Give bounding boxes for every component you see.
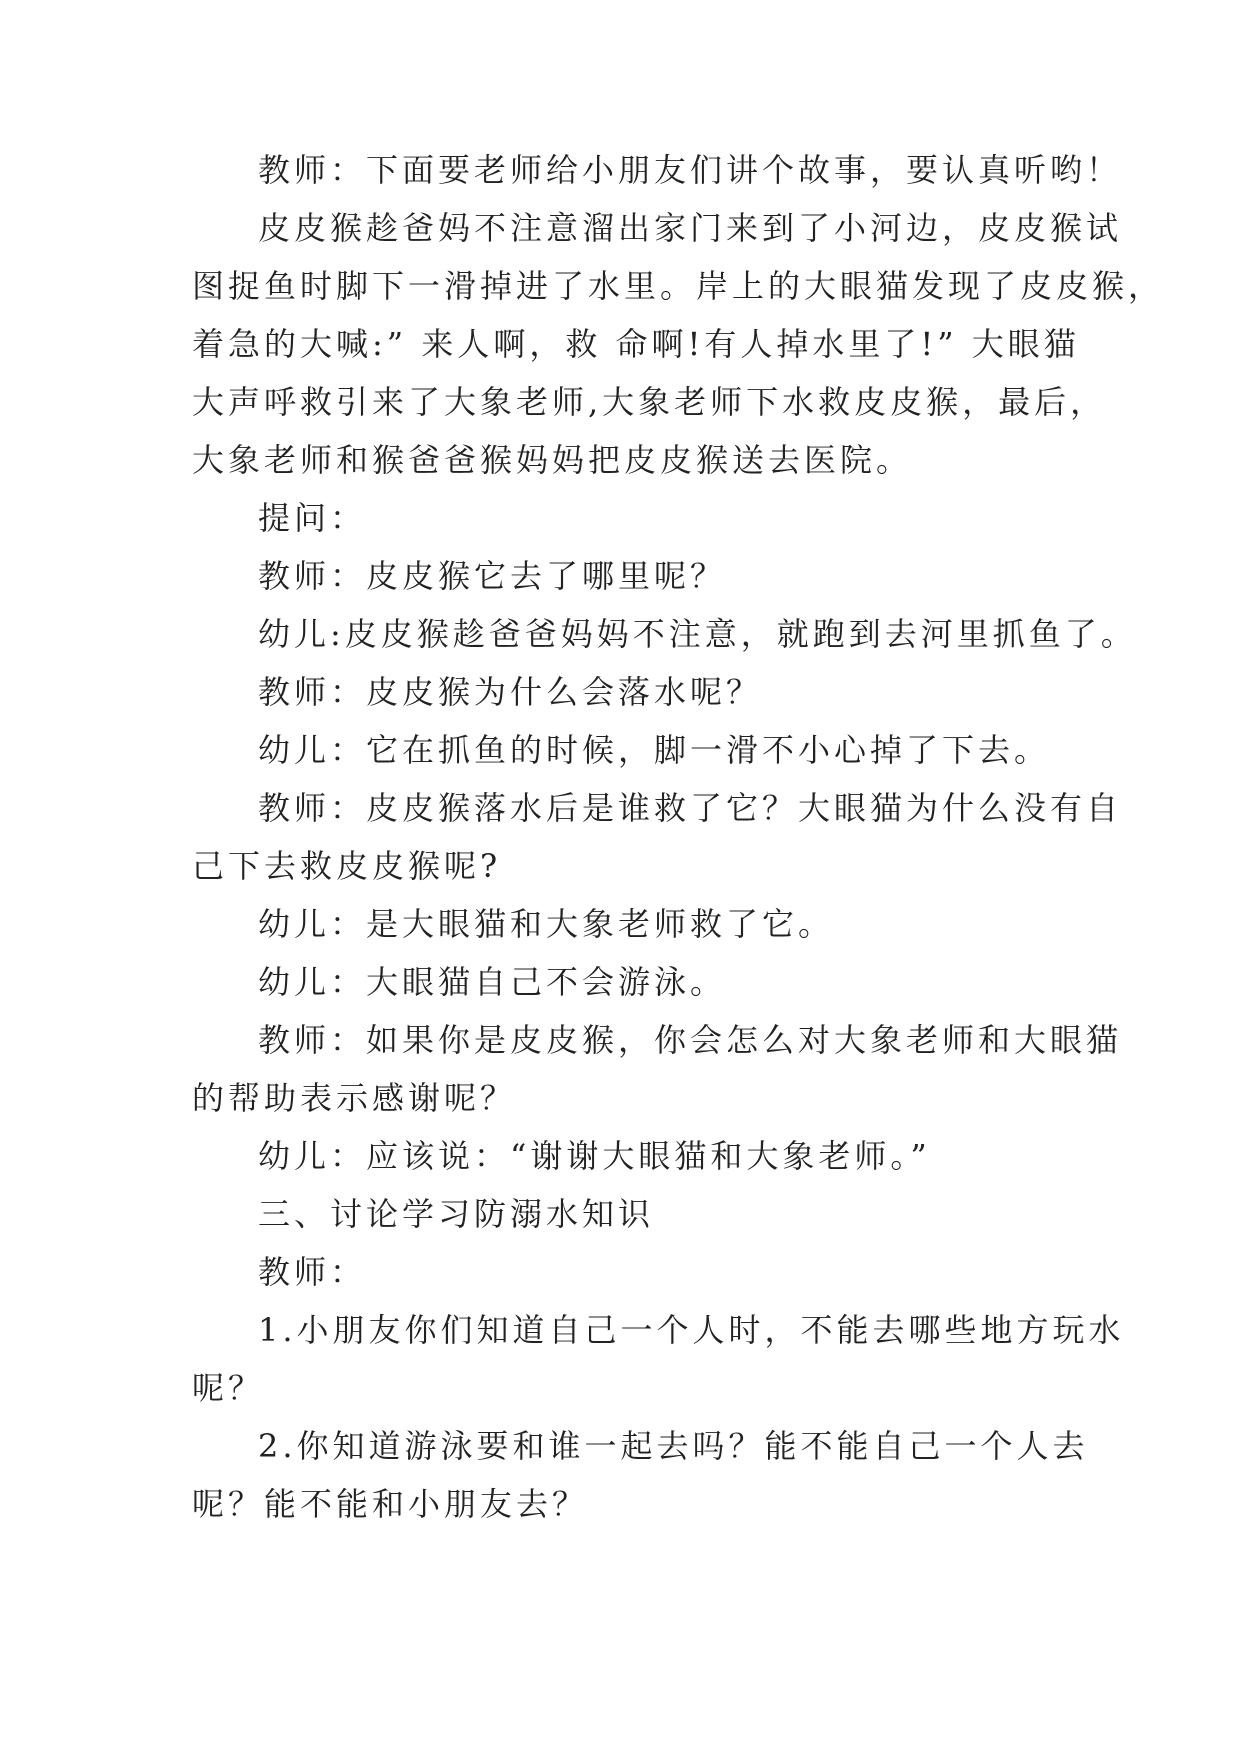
text-line: 大象老师和猴爸爸猴妈妈把皮皮猴送去医院。 — [192, 441, 913, 479]
text-line: 皮皮猴趁爸妈不注意溜出家门来到了小河边，皮皮猴试 — [258, 209, 1123, 247]
text-line: 图捉鱼时脚下一滑掉进了水里。岸上的大眼猫发现了皮皮猴， — [192, 267, 1165, 305]
text-line: 幼儿：大眼猫自己不会游泳。 — [258, 963, 727, 1001]
text-line: 幼儿：它在抓鱼的时候，脚一滑不小心掉了下去。 — [258, 731, 1051, 769]
text-line: 幼儿：应该说：“谢谢大眼猫和大象老师。” — [258, 1137, 931, 1175]
text-line: 呢？ — [192, 1369, 265, 1407]
text-line: 幼儿：是大眼猫和大象老师救了它。 — [258, 905, 835, 943]
list-item: 1.小朋友你们知道自己一个人时，不能去哪些地方玩水 — [258, 1311, 1125, 1349]
text-line: 教师：下面要老师给小朋友们讲个故事，要认真听哟！ — [258, 151, 1123, 189]
section-heading: 三、讨论学习防溺水知识 — [258, 1195, 655, 1233]
text-line: 己下去救皮皮猴呢? — [192, 847, 502, 885]
text-line: 教师：如果你是皮皮猴，你会怎么对大象老师和大眼猫 — [258, 1021, 1123, 1059]
text-line: 教师：皮皮猴落水后是谁救了它？大眼猫为什么没有自 — [258, 789, 1123, 827]
text-line: 教师：皮皮猴它去了哪里呢？ — [258, 557, 727, 595]
text-line: 大声呼救引来了大象老师,大象老师下水救皮皮猴，最后， — [192, 383, 1107, 421]
text-line: 呢？能不能和小朋友去？ — [192, 1485, 589, 1523]
text-line: 教师： — [258, 1253, 367, 1291]
text-line: 的帮助表示感谢呢？ — [192, 1079, 517, 1117]
text-line: 教师：皮皮猴为什么会落水呢？ — [258, 673, 763, 711]
list-item: 2.你知道游泳要和谁一起去吗？能不能自己一个人去 — [258, 1427, 1089, 1465]
text-line: 提问： — [258, 499, 367, 537]
text-line: 幼儿:皮皮猴趁爸爸妈妈不注意，就跑到去河里抓鱼了。 — [258, 615, 1137, 653]
text-line: 着急的大喊:” 来人啊，救 命啊!有人掉水里了!” 大眼猫 — [192, 325, 1080, 363]
